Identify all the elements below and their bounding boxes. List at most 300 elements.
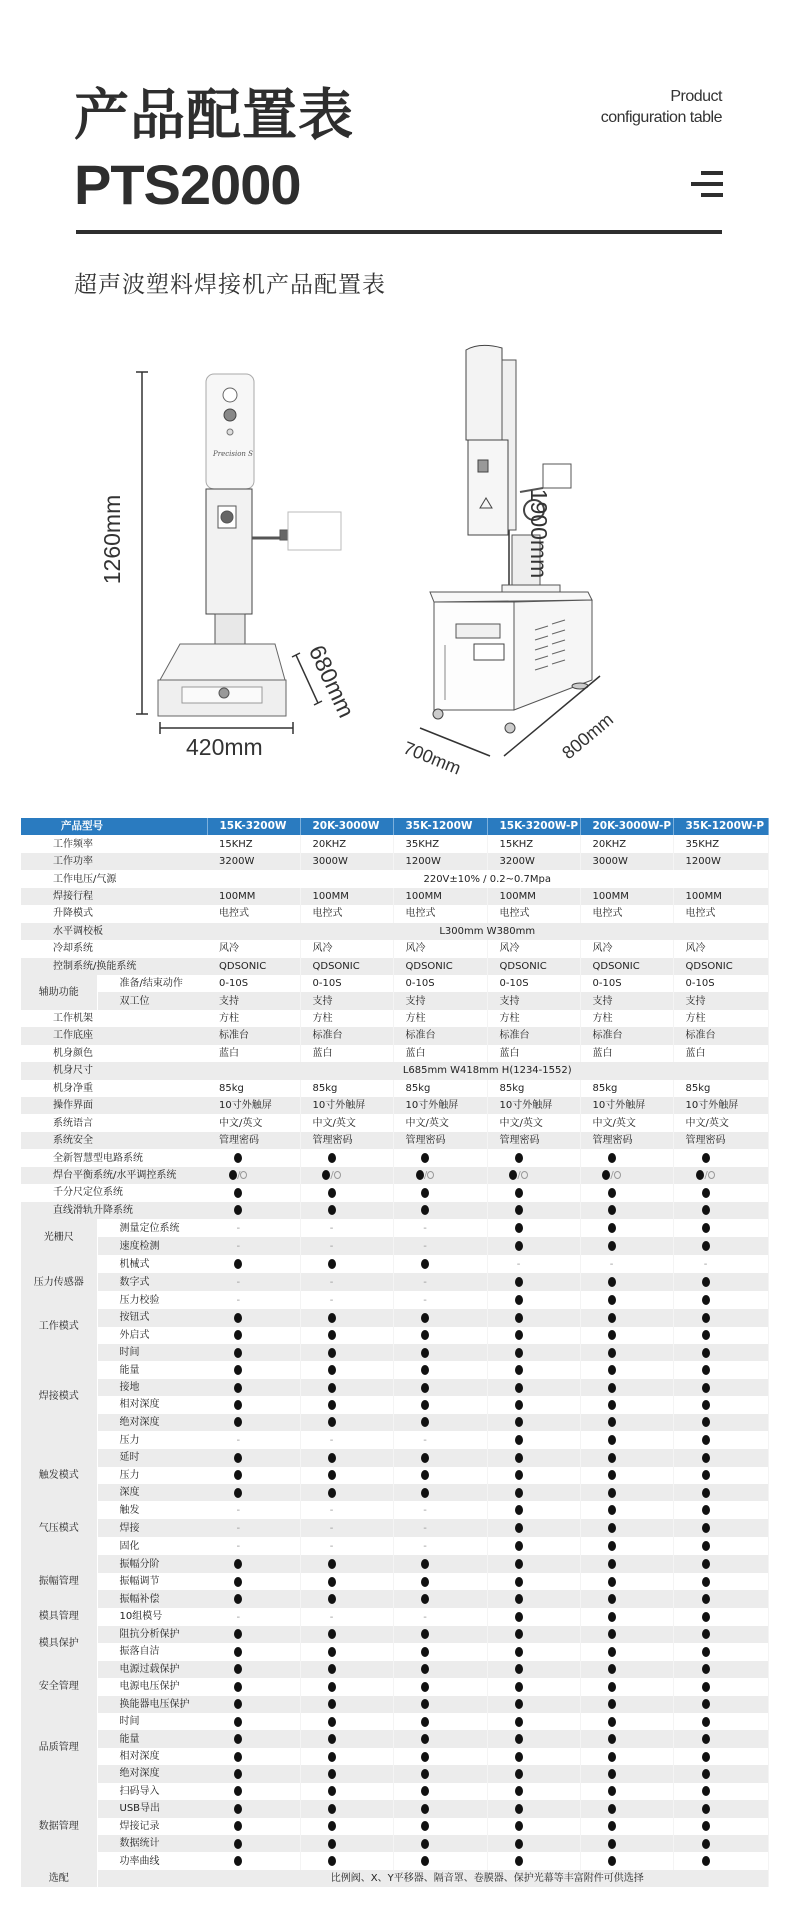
table-row [21, 1573, 768, 1590]
standard-mark [393, 1626, 487, 1643]
model-column-header: 20K-3000W-P [580, 818, 673, 835]
cell-value: 20KHZ [300, 835, 393, 852]
filled-dot-icon [702, 1804, 710, 1814]
row-sub-label: 外启式 [97, 1327, 207, 1344]
row-sub-label: 时间 [97, 1344, 207, 1361]
filled-dot-icon [421, 1804, 429, 1814]
standard-mark [580, 1291, 673, 1309]
cell-value: 支持 [207, 992, 300, 1009]
row-label: 操作界面 [21, 1097, 207, 1114]
not-available-mark [207, 1237, 300, 1255]
standard-mark [300, 1202, 393, 1219]
row-sub-label: 双工位 [97, 992, 207, 1009]
standard-mark [580, 1678, 673, 1695]
standard-mark [673, 1590, 768, 1607]
dash-icon: - [609, 1259, 614, 1271]
standard-mark [673, 1626, 768, 1643]
filled-dot-icon [421, 1400, 429, 1410]
table-row [21, 1713, 768, 1730]
standard-mark [487, 1237, 580, 1255]
table-row [21, 1414, 768, 1431]
cell-value: QDSONIC [673, 958, 768, 975]
standard-mark [673, 1573, 768, 1590]
standard-mark [487, 1184, 580, 1201]
standard-mark [487, 1361, 580, 1378]
not-available-mark [393, 1219, 487, 1237]
standard-mark [393, 1484, 487, 1501]
filled-dot-icon [421, 1559, 429, 1569]
standard-mark [207, 1765, 300, 1782]
cell-value: 方柱 [300, 1010, 393, 1027]
row-sub-label: 数字式 [97, 1273, 207, 1291]
filled-dot-icon [608, 1400, 616, 1410]
cell-value: 0-10S [300, 975, 393, 992]
row-label: 工作电压/气源 [21, 870, 207, 887]
standard-mark [580, 1537, 673, 1555]
standard-mark [207, 1835, 300, 1852]
filled-dot-icon [421, 1153, 429, 1163]
cell-value: 标准台 [300, 1027, 393, 1044]
row-sub-label: 阻抗分析保护 [97, 1626, 207, 1643]
standard-mark [207, 1678, 300, 1695]
filled-dot-icon [234, 1682, 242, 1692]
filled-dot-icon [515, 1523, 523, 1533]
not-available-mark [300, 1273, 393, 1291]
table-row [21, 1852, 768, 1869]
filled-dot-icon [328, 1313, 336, 1323]
filled-dot-icon [515, 1365, 523, 1375]
filled-dot-icon [515, 1205, 523, 1215]
standard-mark [300, 1626, 393, 1643]
standard-optional-mark [487, 1167, 580, 1184]
filled-dot-icon [608, 1577, 616, 1587]
cell-value: 35KHZ [673, 835, 768, 852]
standard-mark [300, 1414, 393, 1431]
cell-value: 3000W [580, 853, 673, 870]
row-sub-label: 扫码导入 [97, 1783, 207, 1800]
row-sub-label: USB导出 [97, 1800, 207, 1817]
dash-icon: - [423, 1223, 427, 1235]
standard-mark [487, 1748, 580, 1765]
standard-mark [487, 1519, 580, 1537]
filled-dot-icon [421, 1752, 429, 1762]
standard-mark [300, 1643, 393, 1660]
standard-mark [207, 1202, 300, 1219]
filled-dot-icon [702, 1505, 710, 1515]
filled-dot-icon [328, 1488, 336, 1498]
cell-value: 85kg [673, 1080, 768, 1097]
standard-mark [580, 1449, 673, 1466]
dash-icon: - [423, 1277, 427, 1289]
row-sub-label: 能量 [97, 1361, 207, 1378]
filled-dot-icon [515, 1682, 523, 1692]
cell-value: 风冷 [487, 940, 580, 957]
table-row [21, 923, 768, 940]
filled-dot-icon [234, 1839, 242, 1849]
standard-mark [673, 1713, 768, 1730]
table-row [21, 1590, 768, 1607]
standard-mark [673, 1219, 768, 1237]
cell-value: 100MM [393, 888, 487, 905]
cell-value: 支持 [673, 992, 768, 1009]
filled-dot-icon [421, 1453, 429, 1463]
cell-value: 中文/英文 [300, 1114, 393, 1131]
row-sub-label: 10组模号 [97, 1608, 207, 1626]
filled-dot-icon [702, 1594, 710, 1604]
table-row [21, 1062, 768, 1079]
filled-dot-icon [421, 1470, 429, 1480]
not-available-mark [393, 1431, 487, 1449]
cell-value: 0-10S [580, 975, 673, 992]
cell-value: 方柱 [487, 1010, 580, 1027]
standard-mark [487, 1344, 580, 1361]
not-available-mark [300, 1219, 393, 1237]
not-available-mark [580, 1255, 673, 1273]
spanned-value: 220V±10% / 0.2~0.7Mpa [207, 870, 768, 887]
filled-dot-icon [515, 1453, 523, 1463]
standard-mark [393, 1748, 487, 1765]
standard-mark [393, 1573, 487, 1590]
filled-dot-icon [608, 1453, 616, 1463]
table-row [21, 1870, 768, 1887]
standard-mark [673, 1344, 768, 1361]
standard-mark [393, 1255, 487, 1273]
filled-dot-icon [515, 1856, 523, 1866]
filled-dot-icon [234, 1594, 242, 1604]
filled-dot-icon [702, 1577, 710, 1587]
row-label: 工作机架 [21, 1010, 207, 1027]
dim-right-depth: 800mm [558, 709, 618, 764]
filled-dot-icon [234, 1559, 242, 1569]
table-row [21, 1010, 768, 1027]
standard-mark [207, 1327, 300, 1344]
cell-value: 管理密码 [393, 1132, 487, 1149]
dash-icon: - [423, 1295, 427, 1307]
dash-icon: - [236, 1223, 241, 1235]
filled-dot-icon [608, 1383, 616, 1393]
row-label: 机身净重 [21, 1080, 207, 1097]
table-row [21, 1748, 768, 1765]
standard-mark [673, 1149, 768, 1166]
standard-mark [673, 1361, 768, 1378]
configuration-table [21, 818, 769, 1887]
cell-value: 1200W [393, 853, 487, 870]
standard-mark [673, 1379, 768, 1396]
filled-dot-icon [234, 1856, 242, 1866]
filled-dot-icon [515, 1734, 523, 1744]
standard-mark [393, 1765, 487, 1782]
dash-icon: - [703, 1259, 708, 1271]
table-row [21, 1835, 768, 1852]
filled-dot-icon [234, 1470, 242, 1480]
filled-dot-icon [515, 1313, 523, 1323]
dash-icon: - [329, 1523, 334, 1535]
filled-dot-icon [702, 1188, 710, 1198]
cell-value: 10寸外触屏 [580, 1097, 673, 1114]
table-row [21, 1149, 768, 1166]
filled-dot-icon [702, 1682, 710, 1692]
table-row [21, 1449, 768, 1466]
filled-dot-icon [608, 1223, 616, 1233]
dash-icon: - [236, 1241, 241, 1253]
table-row [21, 1219, 768, 1237]
standard-mark [207, 1713, 300, 1730]
menu-icon[interactable] [690, 170, 723, 200]
standard-mark [580, 1555, 673, 1572]
cell-value: 10寸外触屏 [207, 1097, 300, 1114]
filled-dot-icon [515, 1417, 523, 1427]
filled-dot-icon [702, 1559, 710, 1569]
table-body [21, 818, 768, 1887]
row-group-label: 选配 [21, 1870, 97, 1887]
filled-dot-icon [702, 1541, 710, 1551]
standard-mark [300, 1800, 393, 1817]
cell-value: 风冷 [300, 940, 393, 957]
cell-value: 标准台 [487, 1027, 580, 1044]
standard-mark [487, 1678, 580, 1695]
table-row [21, 1555, 768, 1572]
standard-mark [393, 1818, 487, 1835]
standard-mark [580, 1590, 673, 1607]
table-row [21, 1396, 768, 1413]
table-row [21, 940, 768, 957]
model-title: PTS2000 [74, 153, 301, 216]
filled-dot-icon [421, 1856, 429, 1866]
filled-dot-icon [515, 1330, 523, 1340]
standard-mark [487, 1626, 580, 1643]
standard-mark [673, 1643, 768, 1660]
standard-mark [673, 1818, 768, 1835]
cell-value: 风冷 [207, 940, 300, 957]
table-row [21, 1818, 768, 1835]
cell-value: 100MM [300, 888, 393, 905]
cell-value: 85kg [580, 1080, 673, 1097]
model-column-header: 35K-1200W-P [673, 818, 768, 835]
standard-mark [207, 1696, 300, 1713]
filled-dot-icon [421, 1734, 429, 1744]
standard-mark [487, 1467, 580, 1484]
filled-dot-icon [702, 1664, 710, 1674]
row-label: 千分尺定位系统 [21, 1184, 207, 1201]
standard-mark [673, 1835, 768, 1852]
filled-dot-icon [608, 1752, 616, 1762]
cell-value: 标准台 [393, 1027, 487, 1044]
standard-mark [207, 1149, 300, 1166]
filled-dot-icon [608, 1435, 616, 1445]
filled-dot-icon [608, 1417, 616, 1427]
standard-mark [207, 1852, 300, 1869]
cell-value: 方柱 [673, 1010, 768, 1027]
standard-mark [673, 1748, 768, 1765]
dash-icon: - [236, 1611, 241, 1623]
filled-dot-icon [234, 1188, 242, 1198]
standard-mark [580, 1202, 673, 1219]
cell-value: 15KHZ [487, 835, 580, 852]
dash-icon: - [329, 1223, 334, 1235]
menu-bar [701, 193, 723, 197]
cell-value: 支持 [300, 992, 393, 1009]
row-sub-label: 触发 [97, 1501, 207, 1519]
filled-dot-icon [608, 1804, 616, 1814]
standard-mark [487, 1537, 580, 1555]
filled-dot-icon [234, 1786, 242, 1796]
standard-mark [300, 1361, 393, 1378]
standard-mark [300, 1467, 393, 1484]
filled-dot-icon [515, 1752, 523, 1762]
standard-mark [487, 1379, 580, 1396]
standard-mark [487, 1501, 580, 1519]
standard-mark [300, 1852, 393, 1869]
slash-separator: / [423, 1169, 428, 1181]
filled-dot-icon [328, 1577, 336, 1587]
standard-mark [487, 1309, 580, 1326]
standard-mark [487, 1273, 580, 1291]
filled-dot-icon [608, 1717, 616, 1727]
table-row [21, 992, 768, 1009]
not-available-mark [393, 1237, 487, 1255]
filled-dot-icon [234, 1453, 242, 1463]
table-row [21, 1467, 768, 1484]
dash-icon: - [423, 1435, 427, 1447]
filled-dot-icon [608, 1629, 616, 1639]
filled-dot-icon [234, 1330, 242, 1340]
filled-dot-icon [515, 1277, 523, 1287]
standard-mark [487, 1783, 580, 1800]
standard-mark [393, 1590, 487, 1607]
cell-value: 100MM [487, 888, 580, 905]
standard-mark [487, 1449, 580, 1466]
standard-mark [393, 1783, 487, 1800]
cell-value: 风冷 [393, 940, 487, 957]
row-label: 控制系统/换能系统 [21, 958, 207, 975]
dim-right-width: 700mm [400, 737, 464, 779]
dash-icon: - [329, 1435, 334, 1447]
dim-right-height: 1900mm [526, 488, 553, 579]
filled-dot-icon [702, 1365, 710, 1375]
row-sub-label: 能量 [97, 1730, 207, 1747]
filled-dot-icon [702, 1488, 710, 1498]
standard-mark [487, 1327, 580, 1344]
cell-value: 85kg [487, 1080, 580, 1097]
filled-dot-icon [702, 1647, 710, 1657]
cell-value: 管理密码 [673, 1132, 768, 1149]
cell-value: 中文/英文 [207, 1114, 300, 1131]
table-row [21, 1344, 768, 1361]
standard-mark [580, 1696, 673, 1713]
table-row [21, 1537, 768, 1555]
filled-dot-icon [608, 1505, 616, 1515]
filled-dot-icon [702, 1348, 710, 1358]
filled-dot-icon [229, 1170, 237, 1180]
filled-dot-icon [234, 1717, 242, 1727]
row-group-label: 气压模式 [21, 1501, 97, 1555]
standard-mark [300, 1661, 393, 1678]
filled-dot-icon [608, 1488, 616, 1498]
standard-mark [300, 1344, 393, 1361]
standard-mark [207, 1643, 300, 1660]
row-label: 系统语言 [21, 1114, 207, 1131]
filled-dot-icon [328, 1153, 336, 1163]
not-available-mark [393, 1537, 487, 1555]
row-sub-label: 压力 [97, 1431, 207, 1449]
standard-mark [580, 1309, 673, 1326]
filled-dot-icon [515, 1435, 523, 1445]
filled-dot-icon [515, 1153, 523, 1163]
standard-mark [207, 1255, 300, 1273]
standard-mark [300, 1818, 393, 1835]
filled-dot-icon [608, 1295, 616, 1305]
cell-value: 10寸外触屏 [487, 1097, 580, 1114]
row-label: 系统安全 [21, 1132, 207, 1149]
filled-dot-icon [328, 1205, 336, 1215]
filled-dot-icon [515, 1699, 523, 1709]
filled-dot-icon [515, 1839, 523, 1849]
standard-mark [673, 1414, 768, 1431]
filled-dot-icon [421, 1330, 429, 1340]
standard-mark [487, 1608, 580, 1626]
standard-mark [673, 1661, 768, 1678]
table-row [21, 1097, 768, 1114]
row-group-label: 模具保护 [21, 1626, 97, 1661]
brand-label: Precision S [213, 450, 253, 458]
filled-dot-icon [234, 1383, 242, 1393]
standard-mark [487, 1590, 580, 1607]
filled-dot-icon [608, 1786, 616, 1796]
cell-value: 10寸外触屏 [300, 1097, 393, 1114]
cell-value: 蓝白 [207, 1045, 300, 1062]
table-row [21, 1327, 768, 1344]
table-row [21, 1661, 768, 1678]
standard-mark [487, 1852, 580, 1869]
standard-mark [487, 1661, 580, 1678]
hollow-circle-icon [427, 1171, 434, 1179]
row-sub-label: 焊接 [97, 1519, 207, 1537]
standard-mark [673, 1765, 768, 1782]
standard-mark [487, 1219, 580, 1237]
cell-value: 3000W [300, 853, 393, 870]
machine-drawings-icon [100, 330, 660, 780]
filled-dot-icon [421, 1682, 429, 1692]
standard-mark [673, 1608, 768, 1626]
standard-mark [487, 1800, 580, 1817]
cell-value: 管理密码 [487, 1132, 580, 1149]
dim-left-depth: 680mm [303, 641, 360, 722]
filled-dot-icon [328, 1470, 336, 1480]
slash-separator: / [237, 1169, 241, 1181]
not-available-mark [393, 1501, 487, 1519]
cell-value: 风冷 [580, 940, 673, 957]
row-group-label: 光栅尺 [21, 1219, 97, 1255]
cell-value: 15KHZ [207, 835, 300, 852]
filled-dot-icon [328, 1259, 336, 1269]
table-row [21, 1202, 768, 1219]
standard-mark [207, 1361, 300, 1378]
standard-mark [580, 1730, 673, 1747]
filled-dot-icon [421, 1647, 429, 1657]
cell-value: QDSONIC [207, 958, 300, 975]
table-row [21, 1643, 768, 1660]
standard-mark [207, 1661, 300, 1678]
filled-dot-icon [328, 1559, 336, 1569]
not-available-mark [673, 1255, 768, 1273]
filled-dot-icon [421, 1664, 429, 1674]
standard-mark [300, 1713, 393, 1730]
row-group-label: 焊接模式 [21, 1344, 97, 1449]
filled-dot-icon [515, 1505, 523, 1515]
cell-value: 100MM [580, 888, 673, 905]
filled-dot-icon [702, 1821, 710, 1831]
standard-mark [580, 1501, 673, 1519]
